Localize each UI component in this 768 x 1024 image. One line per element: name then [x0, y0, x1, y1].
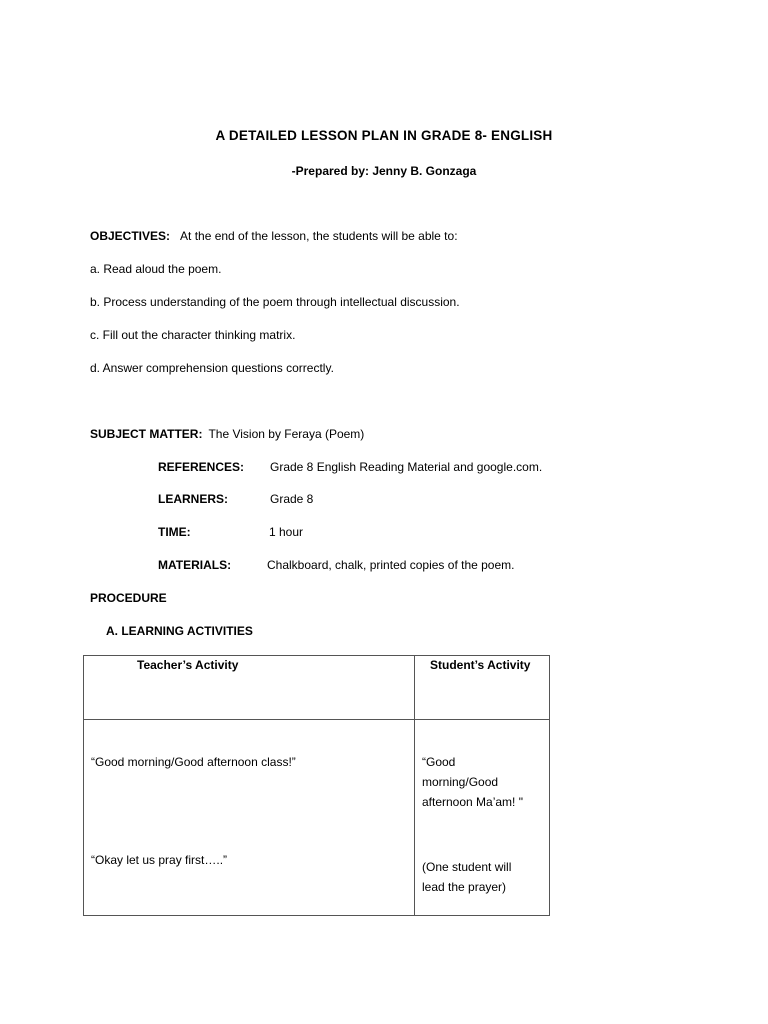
table-row — [84, 720, 550, 916]
table-header-row — [84, 656, 550, 720]
learners-label: LEARNERS: — [158, 492, 229, 506]
student-prayer-line: lead the prayer) — [422, 880, 507, 894]
objective-item: a. Read aloud the poem. — [90, 262, 222, 276]
student-activity-cell — [415, 720, 550, 916]
student-greeting — [422, 752, 523, 812]
student-greeting-line: “Good — [422, 755, 456, 769]
time-value: 1 hour — [269, 525, 304, 539]
learners-value: Grade 8 — [270, 492, 314, 506]
subject-matter-value: The Vision by Feraya (Poem) — [208, 427, 365, 441]
procedure-heading: PROCEDURE — [90, 591, 167, 605]
objective-item: b. Process understanding of the poem through intellectual discussion. — [90, 295, 460, 309]
learning-activities-heading: A. LEARNING ACTIVITIES — [106, 624, 253, 638]
activity-table — [83, 655, 550, 916]
student-prayer — [422, 857, 511, 897]
document-title: A DETAILED LESSON PLAN IN GRADE 8- ENGLISH — [215, 128, 553, 143]
objectives-heading — [90, 229, 458, 243]
student-greeting-line: afternoon Ma’am! " — [422, 795, 523, 809]
prepared-by: -Prepared by: Jenny B. Gonzaga — [291, 164, 477, 178]
subject-matter-label: SUBJECT MATTER: — [90, 427, 203, 441]
teacher-greeting: “Good morning/Good afternoon class!” — [91, 755, 296, 769]
teacher-activity-header: Teacher’s Activity — [84, 656, 415, 720]
student-prayer-line: (One student will — [422, 860, 512, 874]
objective-item: c. Fill out the character thinking matrix. — [90, 328, 296, 342]
student-activity-header: Student’s Activity — [415, 656, 550, 720]
objectives-label: OBJECTIVES: — [90, 229, 171, 243]
materials-label: MATERIALS: — [158, 558, 232, 572]
materials-value: Chalkboard, chalk, printed copies of the poem. — [267, 558, 515, 572]
references-value: Grade 8 English Reading Material and google.com. — [270, 460, 543, 474]
student-greeting-line: morning/Good — [422, 775, 499, 789]
objective-item: d. Answer comprehension questions correctly. — [90, 361, 334, 375]
objectives-intro: At the end of the lesson, the students will be able to: — [180, 229, 458, 243]
teacher-activity-cell — [84, 720, 415, 916]
references-label: REFERENCES: — [158, 460, 245, 474]
teacher-prayer: “Okay let us pray first…..” — [91, 853, 228, 867]
subject-matter — [90, 427, 364, 441]
time-label: TIME: — [158, 525, 191, 539]
